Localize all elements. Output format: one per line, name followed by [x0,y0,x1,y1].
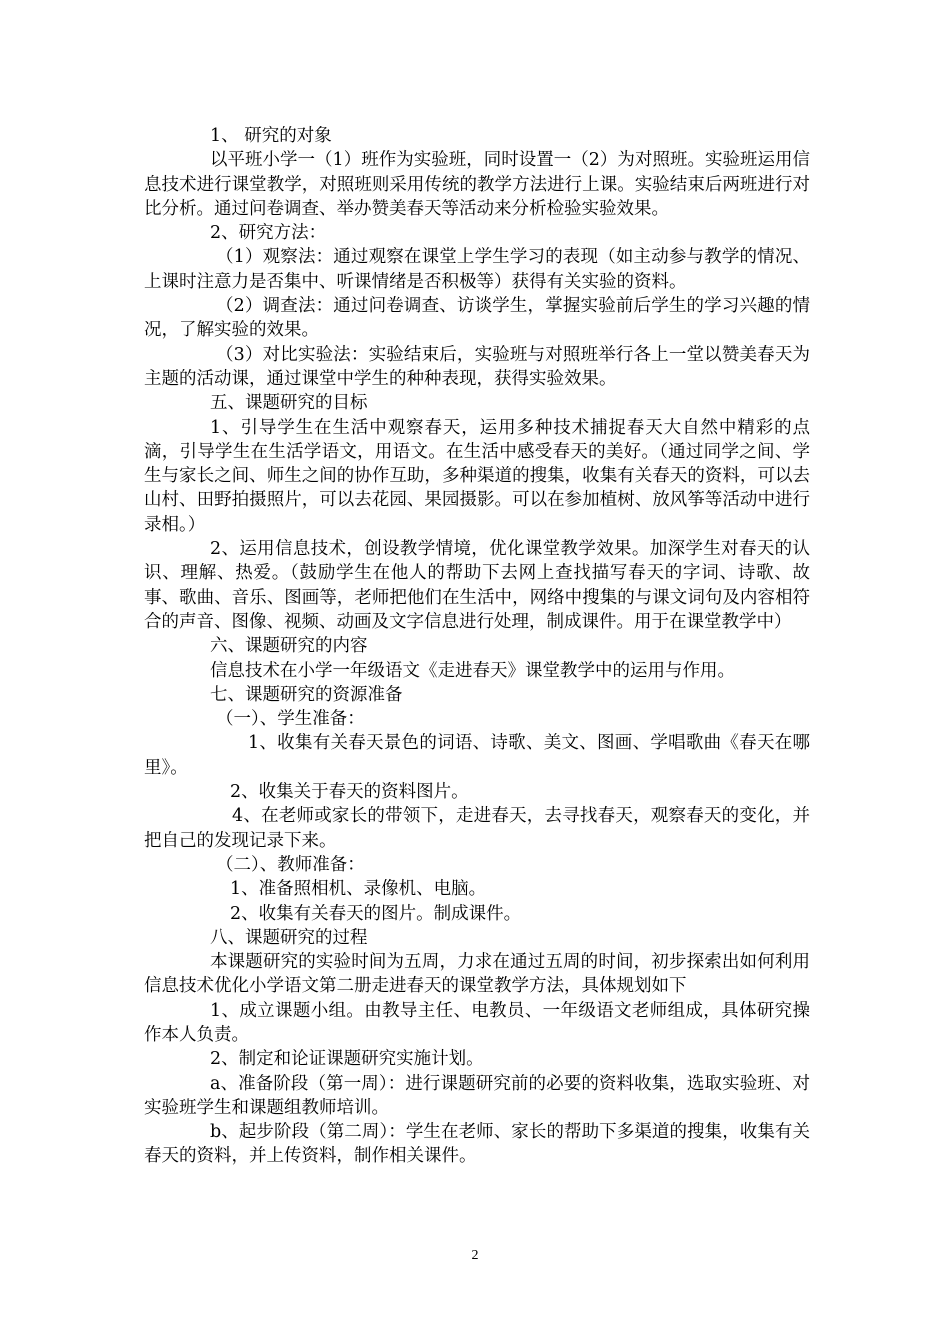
paragraph: 2、收集有关春天的图片。制成课件。 [230,903,522,924]
paragraph: 本课题研究的实验时间为五周，力求在通过五周的时间，初步探索出如何利用信息技术优化小学语文第二册走进春天的课堂教学方法，具体规划如下 [144,952,810,997]
paragraph: （1）观察法：通过观察在课堂上学生学习的表现（如主动参与教学的情况、上课时注意力是否集中、听课情绪是否积极等）获得有关实验的资料。 [144,247,810,292]
paragraph: （2）调查法：通过问卷调查、访谈学生，掌握实验前后学生的学习兴趣的情况，了解实验的效果。 [144,296,810,341]
paragraph: 以平班小学一（1）班作为实验班，同时设置一（2）为对照班。实验班运用信息技术进行课堂教学，对照班则采用传统的教学方法进行上课。实验结束后两班进行对比分析。通过问卷调查、举办赞美春天等活动来分析检验实验效果。 [144,150,810,219]
paragraph: 1、成立课题小组。由教导主任、电教员、一年级语文老师组成，具体研究操作本人负责。 [144,1000,810,1045]
section-heading: 八、课题研究的过程 [210,927,368,948]
paragraph: a、准备阶段（第一周）：进行课题研究前的必要的资料收集，选取实验班、对实验班学生和课题组教师培训。 [144,1073,810,1118]
sub-heading: （一）、学生准备： [216,709,365,730]
paragraph: b、起步阶段（第二周）：学生在老师、家长的帮助下多渠道的搜集，收集有关春天的资料，并上传资料，制作相关课件。 [144,1122,810,1167]
section-heading: 五、课题研究的目标 [210,393,368,414]
paragraph: （3）对比实验法：实验结束后，实验班与对照班举行各上一堂以赞美春天为主题的活动课，通过课堂中学生的种种表现，获得实验效果。 [144,344,810,389]
paragraph: 1、准备照相机、录像机、电脑。 [230,879,487,900]
page-number: 2 [471,1248,479,1263]
section-heading: 六、课题研究的内容 [210,636,368,657]
document-body [144,124,810,1169]
paragraph: 2、收集关于春天的资料图片。 [230,782,469,803]
paragraph: 2、研究方法： [210,223,327,244]
paragraph: 1、收集有关春天景色的词语、诗歌、美文、图画、学唱歌曲《春天在哪里》。 [144,733,810,778]
section-heading: 七、课题研究的资源准备 [210,684,403,705]
paragraph: 1、引导学生在生活中观察春天，运用多种技术捕捉春天大自然中精彩的点滴，引导学生在生活学语文，用语文。在生活中感受春天的美好。（通过同学之间、学生与家长之间、师生之间的协作互助，多种渠道的搜集，收集有关春天的资料，可以去山村、田野拍摄照片，可以去花园、果园摄影。可以在参加植树、放风筝等活动中进行录相。） [144,417,810,535]
paragraph: 信息技术在小学一年级语文《走进春天》课堂教学中的运用与作用。 [210,660,735,681]
paragraph: 4、在老师或家长的带领下，走进春天，去寻找春天，观察春天的变化，并把自己的发现记录下来。 [144,806,810,851]
paragraph: 2、运用信息技术，创设教学情境，优化课堂教学效果。加深学生对春天的认识、理解、热爱。（鼓励学生在他人的帮助下去网上查找描写春天的字词、诗歌、故事、歌曲、音乐、图画等，老师把他们在生活中，网络中搜集的与课文词句及内容相符合的声音、图像、视频、动画及文字信息进行处理，制成课件。用于在课堂教学中） [144,539,810,632]
paragraph: 1、 研究的对象 [210,126,332,146]
sub-heading: （二）、教师准备： [216,854,365,875]
paragraph: 2、制定和论证课题研究实施计划。 [210,1049,484,1070]
